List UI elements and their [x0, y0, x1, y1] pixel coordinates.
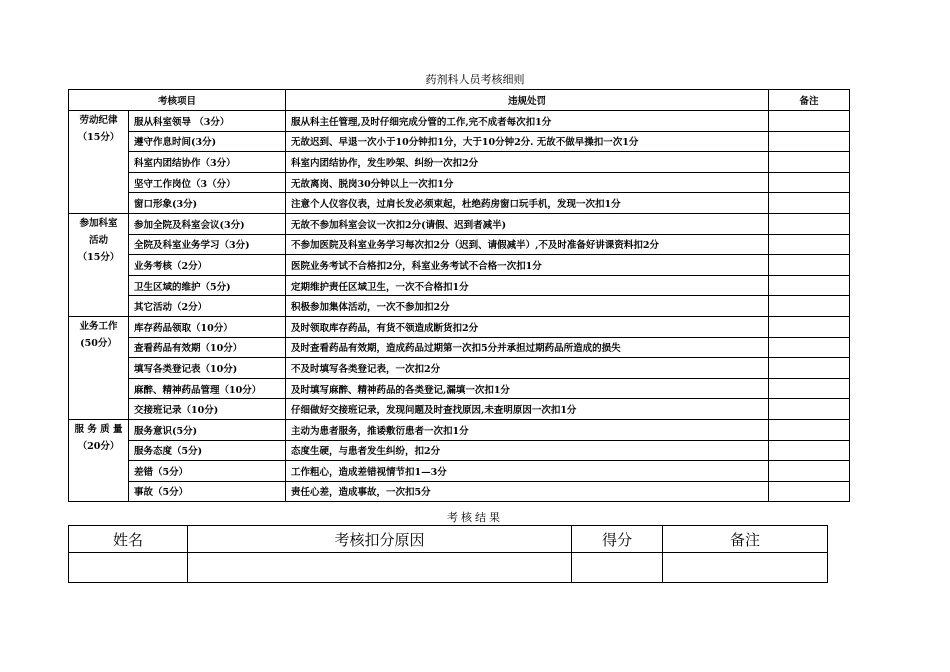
- item-cell: 查看药品有效期（10分）: [129, 337, 286, 358]
- results-header-name: 姓名: [69, 526, 188, 553]
- rule-cell: 服从科主任管理,及时仔细完成分管的工作,完不成者每次扣1分: [286, 111, 769, 132]
- rule-cell: 态度生硬，与患者发生纠纷，扣2分: [286, 440, 769, 461]
- note-cell: [769, 481, 850, 502]
- table-row: [69, 193, 850, 214]
- results-header-score: 得分: [572, 526, 663, 553]
- category-label: 业务工作: [79, 320, 118, 332]
- category-cell: [69, 111, 129, 214]
- table-row: [69, 399, 850, 420]
- item-cell: 窗口形象(3分): [129, 193, 286, 214]
- item-cell: 其它活动（2分）: [129, 296, 286, 317]
- note-cell: [769, 296, 850, 317]
- assessment-table: [68, 89, 850, 502]
- note-cell: [769, 461, 850, 482]
- results-title: 考核结果: [447, 511, 503, 524]
- rule-cell: 不参加医院及科室业务学习每次扣2分（迟到、请假减半）,不及时准备好讲课资料扣2分: [286, 234, 769, 255]
- rule-cell: 医院业务考试不合格扣2分，科室业务考试不合格一次扣1分: [286, 255, 769, 276]
- table-row: [69, 461, 850, 482]
- table-row: [69, 337, 850, 358]
- table-row: [69, 296, 850, 317]
- category-label: 劳动纪律: [79, 115, 118, 126]
- category-label: （15分）: [77, 132, 120, 143]
- note-cell: [769, 399, 850, 420]
- header-item: 考核项目: [69, 90, 286, 111]
- category-label: 参加科室: [79, 217, 118, 229]
- rule-cell: 无故离岗、脱岗30分钟以上一次扣1分: [286, 172, 769, 193]
- table-row: [69, 378, 850, 399]
- rule-cell: 及时填写麻醉、精神药品的各类登记,漏填一次扣1分: [286, 378, 769, 399]
- note-cell: [769, 440, 850, 461]
- rule-cell: 定期维护责任区域卫生，一次不合格扣1分: [286, 275, 769, 296]
- note-cell: [769, 131, 850, 152]
- rule-cell: 主动为患者服务，推诿敷衍患者一次扣1分: [286, 419, 769, 440]
- note-cell: [769, 337, 850, 358]
- item-cell: 遵守作息时间(3分): [129, 131, 286, 152]
- category-label: 活动: [88, 234, 108, 246]
- table-row: [69, 131, 850, 152]
- results-header-reason: 考核扣分原因: [188, 526, 572, 553]
- note-cell: [769, 419, 850, 440]
- table-row: [69, 316, 850, 337]
- rule-cell: 不及时填写各类登记表，一次扣2分: [286, 358, 769, 379]
- note-cell[interactable]: [663, 553, 828, 583]
- name-cell[interactable]: [69, 553, 188, 583]
- note-cell: [769, 213, 850, 234]
- category-label: (50分）: [80, 337, 117, 349]
- table-row: [69, 213, 850, 234]
- item-cell: 事故（5分）: [129, 481, 286, 502]
- note-cell: [769, 378, 850, 399]
- table-row: [69, 440, 850, 461]
- rule-cell: 科室内团结协作，发生吵架、纠纷一次扣2分: [286, 152, 769, 173]
- table-row: [69, 358, 850, 379]
- note-cell: [769, 234, 850, 255]
- rule-cell: 无故不参加科室会议一次扣2分(请假、迟到者减半): [286, 213, 769, 234]
- item-cell: 填写各类登记表（10分): [129, 358, 286, 379]
- item-cell: 坚守工作岗位（3（分）: [129, 172, 286, 193]
- note-cell: [769, 255, 850, 276]
- item-cell: 参加全院及科室会议(3分): [129, 213, 286, 234]
- reason-cell[interactable]: [188, 553, 572, 583]
- note-cell: [769, 275, 850, 296]
- note-cell: [769, 316, 850, 337]
- assessment-header-row: [69, 90, 850, 111]
- rule-cell: 注意个人仪容仪表，过肩长发必须束起，杜绝药房窗口玩手机，发现一次扣1分: [286, 193, 769, 214]
- item-cell: 科室内团结协作（3分）: [129, 152, 286, 173]
- rule-cell: 无故迟到、早退一次小于10分钟扣1分，大于10分钟2分. 无故不做早操扣一次1分: [286, 131, 769, 152]
- table-row: [69, 275, 850, 296]
- rule-cell: 责任心差，造成事故，一次扣5分: [286, 481, 769, 502]
- table-row: [69, 255, 850, 276]
- note-cell: [769, 193, 850, 214]
- item-cell: 服从科室领导 （3分）: [129, 111, 286, 132]
- table-row: [69, 152, 850, 173]
- category-cell: [69, 419, 129, 501]
- table-row: [69, 172, 850, 193]
- table-row: [69, 234, 850, 255]
- rule-cell: 及时查看药品有效期，造成药品过期第一次扣5分并承担过期药品所造成的损失: [286, 337, 769, 358]
- table-row: [69, 419, 850, 440]
- item-cell: 麻醉、精神药品管理（10分）: [129, 378, 286, 399]
- score-cell[interactable]: [572, 553, 663, 583]
- results-header-row: [69, 526, 828, 553]
- header-rule: 违规处罚: [286, 90, 769, 111]
- note-cell: [769, 111, 850, 132]
- item-cell: 差错（5分）: [129, 461, 286, 482]
- category-cell: [69, 213, 129, 316]
- header-note: 备注: [769, 90, 850, 111]
- item-cell: 全院及科室业务学习（3分): [129, 234, 286, 255]
- rule-cell: 仔细做好交接班记录，发现问题及时查找原因,未查明原因一次扣1分: [286, 399, 769, 420]
- results-header-note: 备注: [663, 526, 828, 553]
- item-cell: 业务考核（2分）: [129, 255, 286, 276]
- note-cell: [769, 172, 850, 193]
- item-cell: 交接班记录（10分): [129, 399, 286, 420]
- rule-cell: 及时领取库存药品，有货不领造成断货扣2分: [286, 316, 769, 337]
- category-label: 服 务 质 量: [74, 423, 123, 435]
- table-row: [69, 111, 850, 132]
- rule-cell: 工作粗心，造成差错视情节扣1—3分: [286, 461, 769, 482]
- results-table: [68, 525, 828, 583]
- table-row: [69, 481, 850, 502]
- rule-cell: 积极参加集体活动，一次不参加扣2分: [286, 296, 769, 317]
- item-cell: 服务意识(5分): [129, 419, 286, 440]
- category-label: （20分）: [77, 440, 120, 452]
- page-title: 药剂科人员考核细则: [425, 73, 525, 86]
- item-cell: 服务态度（5分): [129, 440, 286, 461]
- results-entry-row: [69, 553, 828, 583]
- category-cell: [69, 316, 129, 419]
- note-cell: [769, 358, 850, 379]
- item-cell: 库存药品领取（10分）: [129, 316, 286, 337]
- note-cell: [769, 152, 850, 173]
- item-cell: 卫生区域的维护（5分): [129, 275, 286, 296]
- category-label: （15分）: [77, 251, 120, 263]
